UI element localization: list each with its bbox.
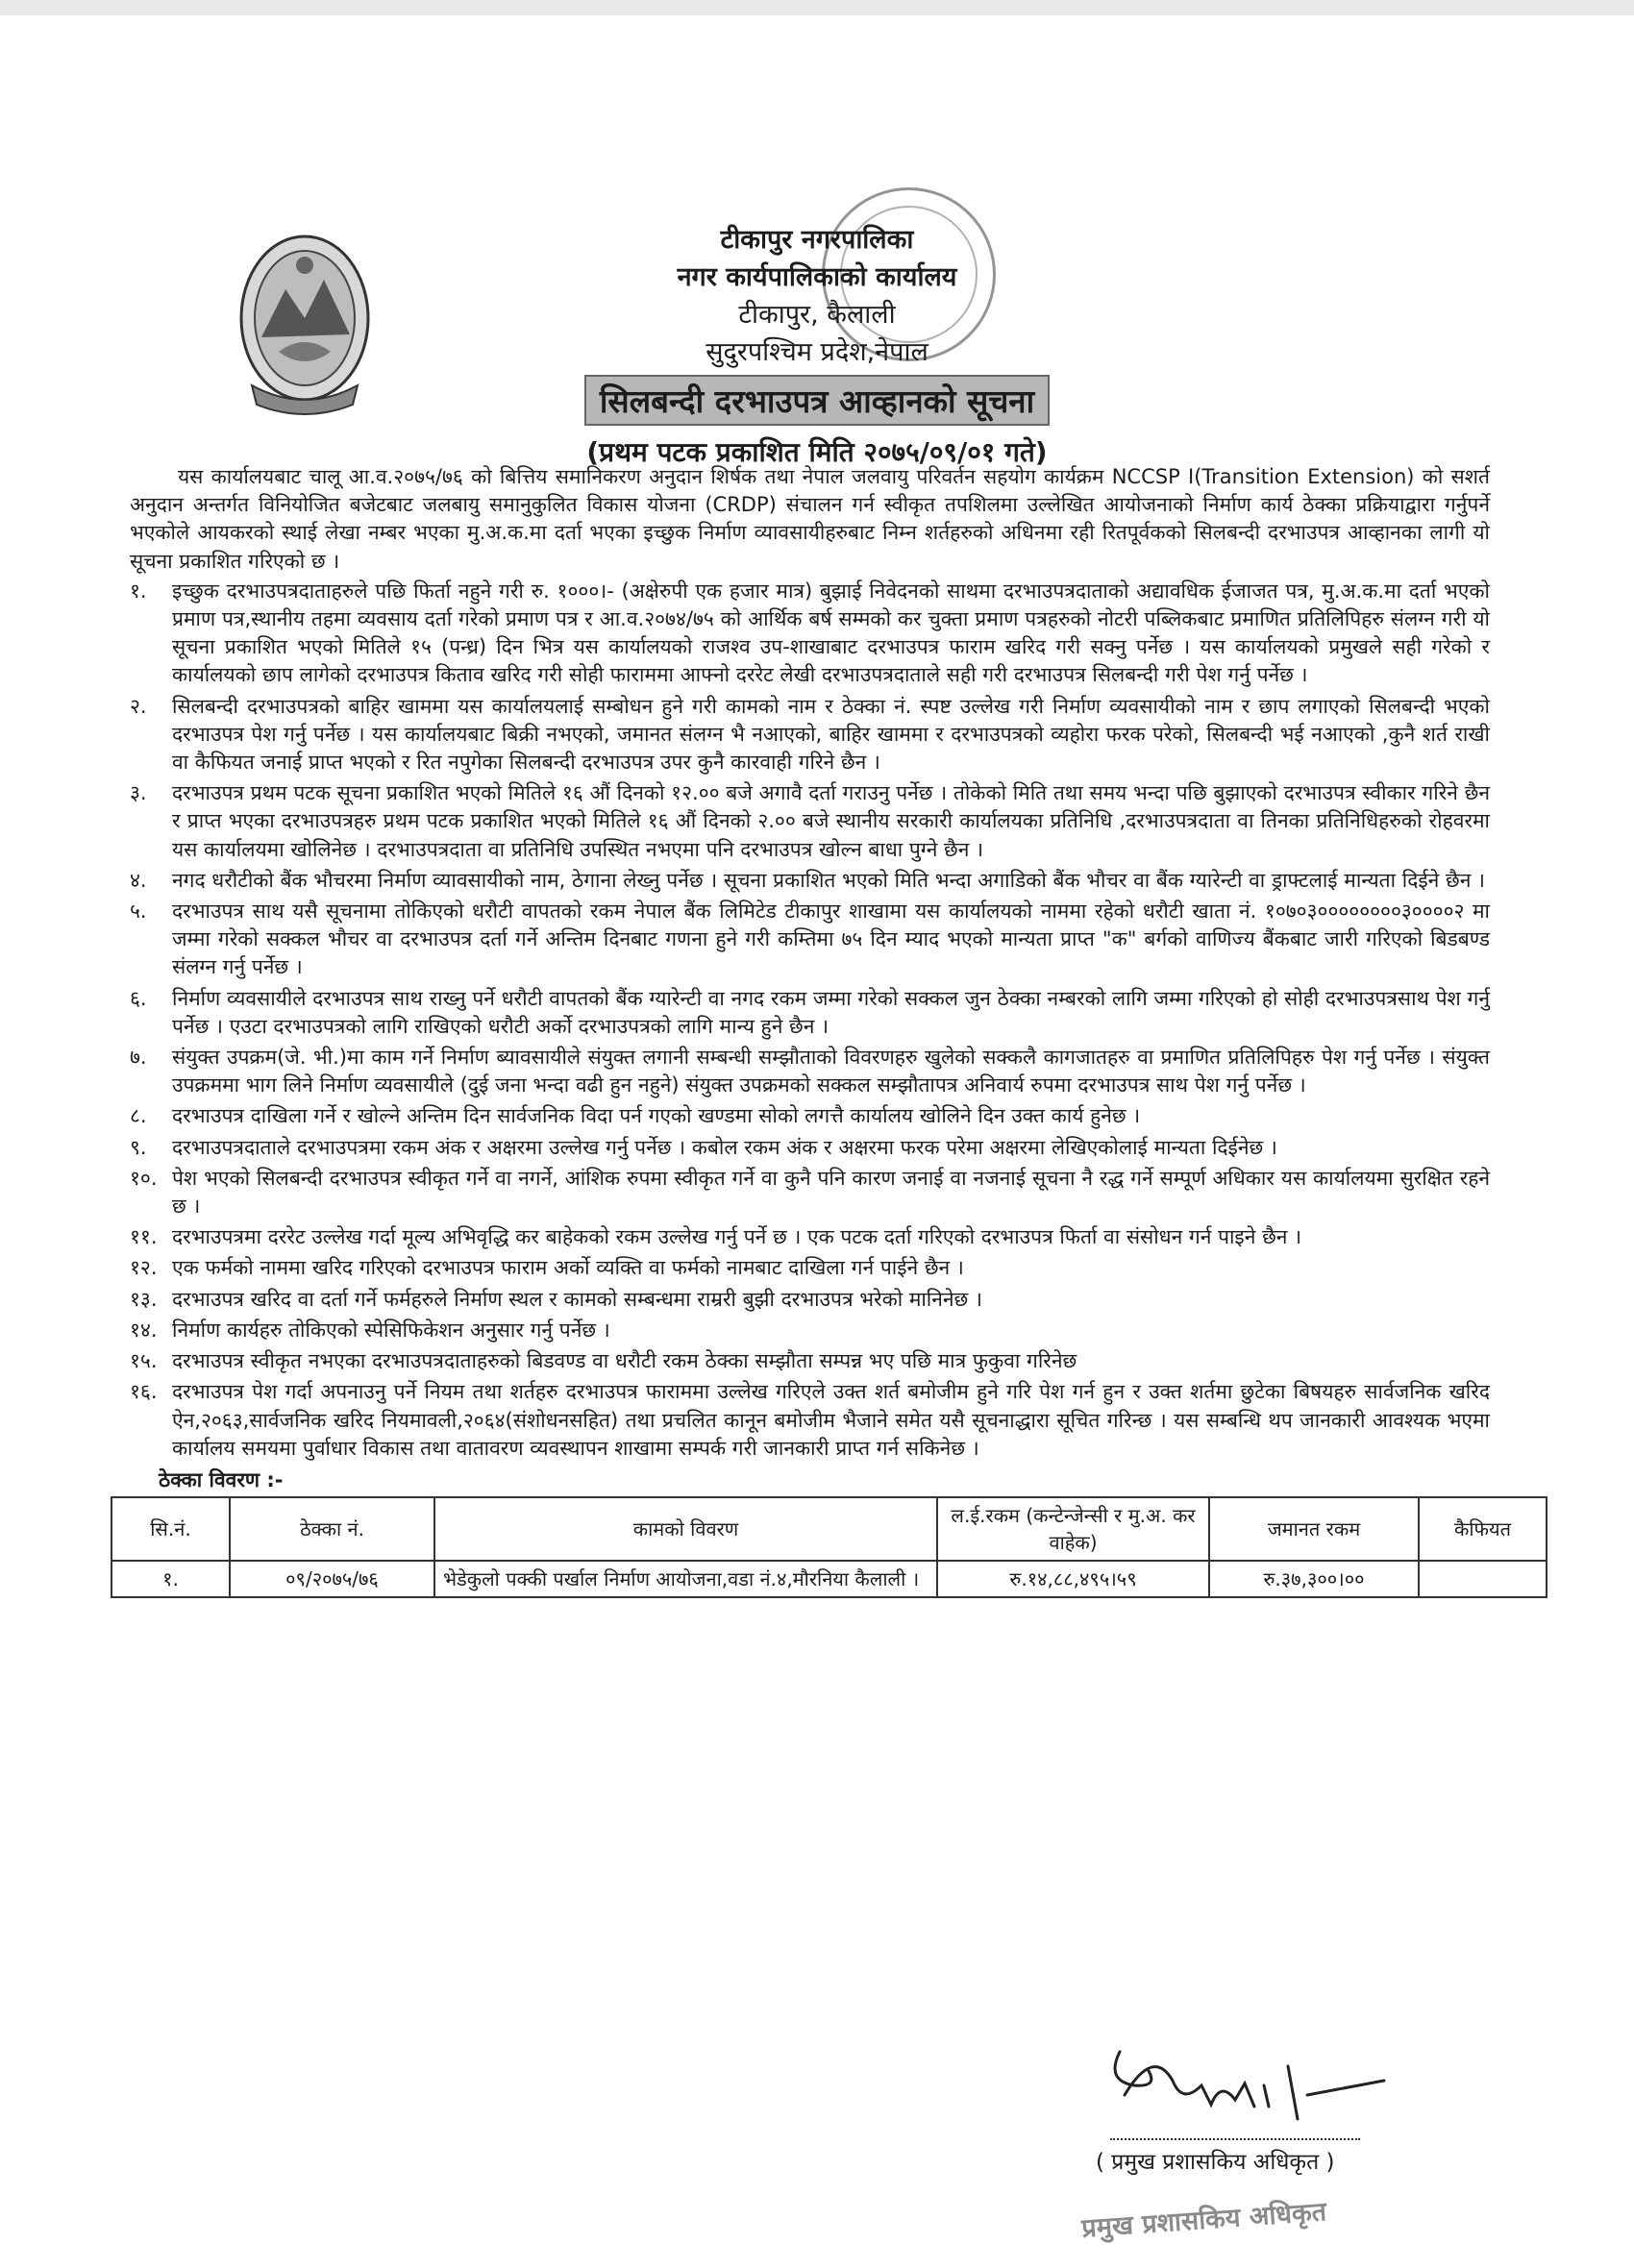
notice-body [130, 463, 1511, 1598]
cell-remarks [1419, 1561, 1547, 1597]
signature-line [1110, 2138, 1360, 2140]
notice-title: सिलबन्दी दरभाउपत्र आव्हानको सूचना [584, 375, 1050, 426]
nepal-emblem-icon [233, 227, 377, 424]
condition-item [130, 1134, 1490, 1162]
condition-item [130, 1254, 1490, 1282]
condition-text: निर्माण कार्यहरु तोकिएको स्पेसिफिकेशन अनुसार गर्नु पर्नेछ । [172, 1318, 610, 1342]
table-label: ठेक्का विवरण :- [159, 1467, 284, 1491]
condition-item [130, 779, 1490, 864]
condition-text: दरभाउपत्र साथ यसै सूचनामा तोकिएको धरौटी वापतको रकम नेपाल बैंक लिमिटेड टीकापुर शाखामा यस कार्यालयको नाममा रहेको धरौटी खाता नं. १०७०३००००००००३००००२ मा जम्मा गरेको सक्कल भौचर वा दरभाउपत्र दर्ता गर्ने अन्तिम दिनबाट गणना हुने गरी कम्तिमा ७५ दिन म्याद भएको मान्यता प्राप्त "क" बर्गको वाणिज्य बैंकबाट जारी गरिएको बिडबण्ड संलग्न गर्नु पर्नेछ । [172, 900, 1490, 979]
header-sn: सि.नं. [111, 1497, 230, 1561]
condition-number: ४. [130, 868, 147, 892]
condition-item [130, 1044, 1490, 1099]
condition-number: ११. [130, 1225, 158, 1249]
cell-contract-no: ०९/२०७५/७६ [230, 1561, 434, 1597]
condition-text: दरभाउपत्रमा दररेट उल्लेख गर्दा मूल्य अभिवृद्धि कर बाहेकको रकम उल्लेख गर्नु पर्ने छ । एक पटक दर्ता गरिएको दरभाउपत्र फिर्ता वा संसोधन गर्न पाइने छैन । [172, 1225, 1302, 1249]
condition-number: १०. [130, 1166, 158, 1190]
signatory-designation: ( प्रमुख प्रशासकिय अधिकृत ) [1096, 2150, 1335, 2175]
condition-number: १४. [130, 1318, 158, 1342]
condition-text: दरभाउपत्र दाखिला गर्ने र खोल्ने अन्तिम दिन सार्वजनिक विदा पर्न गएको खण्डमा सोको लगत्तै कार्यालय खोलिने दिन उक्त कार्य हुनेछ । [172, 1104, 1141, 1128]
condition-text: दरभाउपत्र प्रथम पटक सूचना प्रकाशित भएको मितिले १६ औं दिनको १२.०० बजे अगावै दर्ता गराउनु पर्नेछ । तोकेको मिति तथा समय भन्दा पछि बुझाएको दरभाउपत्र स्वीकार गरिने छैन र प्राप्त भएका दरभाउपत्रहरु प्रथम पटक प्रकाशित भएको मितिले १६ औं दिनको २.०० बजे स्थानीय सरकारी कार्यालयका प्रतिनिधि ,दरभाउपत्रदाता वा तिनका प्रतिनिधिहरुको रोहवरमा यस कार्यालयमा खोलिनेछ । दरभाउपत्रदाता वा प्रतिनिधि उपस्थित नभएमा पनि दरभाउपत्र खोल्न बाधा पुग्ने छैन । [172, 781, 1490, 861]
cell-description: भेडेकुलो पक्की पर्खाल निर्माण आयोजना,वडा नं.४,मौरनिया कैलाली । [434, 1561, 937, 1597]
cell-sn: १. [111, 1561, 230, 1597]
header-remarks: कैफियत [1419, 1497, 1547, 1561]
condition-item [130, 985, 1490, 1041]
condition-number: ९. [130, 1135, 147, 1159]
office-address: टीकापुर, कैलाली [738, 300, 896, 330]
condition-item [130, 1286, 1490, 1314]
condition-text: एक फर्मको नाममा खरिद गरिएको दरभाउपत्र फाराम अर्को व्यक्ति वा फर्मको नामबाट दाखिला गर्न पाईने छैन । [172, 1256, 964, 1280]
header-security: जमानत रकम [1209, 1497, 1419, 1561]
conditions-list [130, 578, 1490, 1463]
condition-item [130, 1102, 1490, 1130]
condition-number: १३. [130, 1287, 158, 1311]
contract-table [111, 1496, 1547, 1598]
condition-item [130, 578, 1490, 690]
province-name: सुदुरपश्चिम प्रदेश,नेपाल [706, 337, 928, 367]
condition-item [130, 1317, 1490, 1344]
condition-item [130, 1165, 1490, 1220]
condition-number: १२. [130, 1256, 158, 1280]
condition-number: २. [130, 694, 147, 718]
condition-item [130, 898, 1490, 982]
condition-number: ८. [130, 1104, 147, 1128]
table-row [111, 1561, 1547, 1597]
intro-paragraph: यस कार्यालयबाट चालू आ.व.२०७५/७६ को बित्तिय समानिकरण अनुदान शिर्षक तथा नेपाल जलवायु परिवर्तन सहयोग कार्यक्रम NCCSP I(Transition Extension) को सशर्त अनुदान अन्तर्गत विनियोजित बजेटबाट जलबायु समानुकुलित विकास योजना (CRDP) संचालन गर्न स्वीकृत तपशिलमा उल्लेखित आयोजनाको निर्माण कार्य ठेक्का प्रक्रियाद्वारा गर्नुपर्ने भएकोले आयकरको स्थाई लेखा नम्बर भएका मु.अ.क.मा दर्ता भएका इच्छुक निर्माण व्यावसायीहरुबाट निम्न शर्तहरुको अधिनमा रही रितपूर्वकको सिलबन्दी दरभाउपत्र आव्हानका लागी यो सूचना प्रकाशित गरिएको छ । [130, 465, 1490, 573]
cell-security: रु.३७,३००।०० [1209, 1561, 1419, 1597]
condition-item [130, 1223, 1490, 1251]
condition-text: दरभाउपत्र स्वीकृत नभएका दरभाउपत्रदाताहरुको बिडवण्ड वा धरौटी रकम ठेक्का सम्झौता सम्पन्न भए पछि मात्र फुकुवा गरिनेछ [172, 1349, 1077, 1373]
condition-text: नगद धरौटीको बैंक भौचरमा निर्माण व्यावसायीको नाम, ठेगाना लेख्नु पर्नेछ । सूचना प्रकाशित भएको मिति भन्दा अगाडिको बैंक भौचर वा बैंक ग्यारेन्टी वा ड्राफ्टलाई मान्यता दिईने छैन । [172, 868, 1485, 892]
condition-text: पेश भएको सिलबन्दी दरभाउपत्र स्वीकृत गर्ने वा नगर्ने, आंशिक रुपमा स्वीकृत गर्ने वा कुनै पनि कारण जनाई वा नजनाई सूचना नै रद्ध गर्ने सम्पूर्ण अधिकार यस कार्यालयमा सुरक्षित रहने छ । [172, 1166, 1490, 1219]
scan-edge [0, 0, 1634, 15]
condition-text: निर्माण व्यवसायीले दरभाउपत्र साथ राख्नु पर्ने धरौटी वापतको बैंक ग्यारेन्टी वा नगद रकम जम्मा गरेको सक्कल जुन ठेक्का नम्बरको लागि जम्मा गरिएको हो सोही दरभाउपत्रसाथ पेश गर्नु पर्नेछ । एउटा दरभाउपत्रको लागि राखिएको धरौटी अर्को दरभाउपत्रको लागि मान्य हुने छैन । [172, 986, 1490, 1038]
condition-item [130, 693, 1490, 777]
condition-number: ५. [130, 900, 147, 924]
condition-number: ७. [130, 1046, 147, 1070]
condition-item [130, 1347, 1490, 1375]
condition-text: संयुक्त उपक्रम(जे. भी.)मा काम गर्ने निर्माण ब्यावसायीले संयुक्त लगानी सम्बन्धी सम्झौताको विवरणहरु खुलेको सक्कलै कागजातहरु वा प्रमाणित प्रतिलिपिहरु पेश गर्नु पर्नेछ । संयुक्त उपक्रममा भाग लिने निर्माण व्यवसायीले (दुई जना भन्दा वढी हुन नहुने) संयुक्त उपक्रमको सक्कल सम्झौतापत्र अनिवार्य रुपमा दरभाउपत्र साथ पेश गर्नु पर्नेछ । [172, 1046, 1490, 1097]
cell-estimate: रु.१४,८८,४९५।५९ [937, 1561, 1209, 1597]
designation-stamp: प्रमुख प्रशासकिय अधिकृत [1080, 2197, 1328, 2244]
table-header-row [111, 1497, 1547, 1561]
condition-item [130, 867, 1490, 895]
condition-number: ३. [130, 781, 147, 805]
condition-text: दरभाउपत्रदाताले दरभाउपत्रमा रकम अंक र अक्षरमा उल्लेख गर्नु पर्नेछ । कबोल रकम अंक र अक्षरमा फरक परेमा अक्षरमा लेखिएकोलाई मान्यता दिईनेछ । [172, 1135, 1277, 1159]
office-name: नगर कार्यपालिकाको कार्यालय [677, 262, 957, 292]
condition-text: दरभाउपत्र पेश गर्दा अपनाउनु पर्ने नियम तथा शर्तहरु दरभाउपत्र फाराममा उल्लेख गरिएले उक्त शर्त बमोजीम हुने गरि पेश गर्न हुन र उक्त शर्तमा छुटेका बिषयहरु सार्वजनिक खरिद ऐन,२०६३,सार्वजनिक खरिद नियमावली,२०६४(संशोधनसहित) तथा प्रचलित कानून बमोजीम भैजाने समेत यसै सूचनाद्धारा सूचित गरिन्छ । यस सम्बन्धि थप जानकारी आवश्यक भएमा कार्यालय समयमा पुर्वाधार विकास तथा वातावरण व्यवस्थापन शाखामा सम्पर्क गरी जानकारी प्राप्त गर्न सकिनेछ । [172, 1380, 1490, 1460]
handwritten-signature [1067, 2028, 1432, 2133]
municipality-name: टीकापुर नगरपालिका [720, 225, 914, 255]
condition-number: १६. [130, 1380, 158, 1404]
letterhead [413, 221, 1221, 470]
header-description: कामको विवरण [434, 1497, 937, 1561]
header-estimate: ल.ई.रकम (कन्टेन्जेन्सी र मु.अ. कर वाहेक) [937, 1497, 1209, 1561]
publication-date: (प्रथम पटक प्रकाशित मिति २०७५/०९/०१ गते) [586, 436, 1048, 468]
condition-text: इच्छुक दरभाउपत्रदाताहरुले पछि फिर्ता नहुने गरी रु. १०००।- (अक्षेरुपी एक हजार मात्र) बुझाई निवेदनको साथमा दरभाउपत्रदाताको अद्यावधिक ईजाजत पत्र, मु.अ.क.मा दर्ता भएको प्रमाण पत्र,स्थानीय तहमा व्यवसाय दर्ता गरेको प्रमाण पत्र र आ.व.२०७४/७५ को आर्थिक बर्ष सम्मको कर चुक्ता प्रमाण पत्रहरुको नोटरी पब्लिकबाट प्रमाणित प्रतिलिपिहरु संलग्न गरी यो सूचना प्रकाशित भएको मितिले १५ (पन्ध्र) दिन भित्र यस कार्यालयको राजश्व उप-शाखाबाट दरभाउपत्र फाराम खरिद गरी सक्नु पर्नेछ । यस कार्यालयको प्रमुखले सही गरेको र कार्यालयको छाप लागेको दरभाउपत्र किताव खरिद गरी सोही फाराममा आफ्नो दररेट लेखी दरभाउपत्रदाताले सही गरी दरभाउपत्र सिलबन्दी गरी पेश गर्नु पर्नेछ । [172, 579, 1490, 687]
condition-text: सिलबन्दी दरभाउपत्रको बाहिर खाममा यस कार्यालयलाई सम्बोधन हुने गरी कामको नाम र ठेक्का नं. स्पष्ट उल्लेख गरी निर्माण व्यवसायीको नाम र छाप लगाएको सिलबन्दी भएको दरभाउपत्र पेश गर्नु पर्नेछ । यस कार्यालयबाट बिक्री नभएको, जमानत संलग्न भै नआएको, बाहिर खाममा र दरभाउपत्रको व्यहोरा फरक परेको, सिलबन्दी भई नआएको ,कुनै शर्त राखी वा कैफियत जनाई प्राप्त भएको र रित नपुगेका सिलबन्दी दरभाउपत्र उपर कुनै कारवाही गरिने छैन । [172, 694, 1490, 775]
header-contract-no: ठेक्का नं. [230, 1497, 434, 1561]
signature-block [1067, 2028, 1432, 2268]
condition-text: दरभाउपत्र खरिद वा दर्ता गर्ने फर्महरुले निर्माण स्थल र कामको सम्बन्धमा राम्ररी बुझी दरभाउपत्र भरेको मानिनेछ । [172, 1287, 982, 1311]
condition-number: ६. [130, 986, 147, 1010]
condition-item [130, 1378, 1490, 1463]
condition-number: १. [130, 579, 147, 603]
condition-number: १५. [130, 1349, 158, 1373]
